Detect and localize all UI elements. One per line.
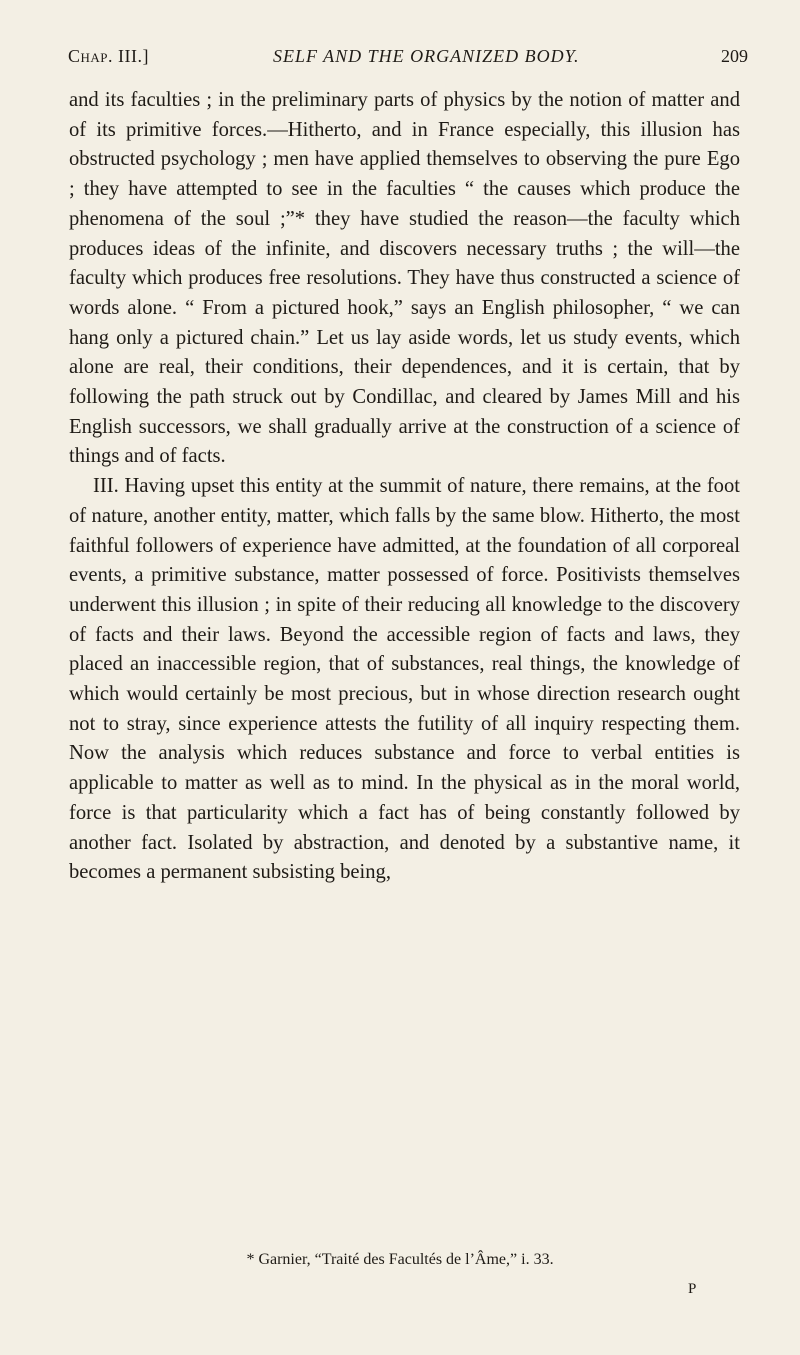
paragraph-section-iii: III. Having upset this entity at the summit of nature, there remains, at the foot of nature, another entity, matter, which falls by the same blow. Hitherto, the most faithful followers of experience have admitted, at the foundation of all corporeal events, a primitive substance, matter possessed of force. Positivists themselves underwent this illusion ; in spite of their reducing all knowledge to the discovery of facts and their laws. Beyond the accessible region of facts and laws, they placed an inaccessible region, that of substances, real things, the knowledge of which would certainly be most precious, but in whose direction research ought not to stray, since experience attests the futility of all inquiry respecting them. Now the analysis which reduces substance and force to verbal entities is applicable to matter as well as to mind. In the physical as in the moral world, force is that particularity which a fact has of being constantly followed by another fact. Isolated by abstraction, and denoted by a substantive name, it becomes a permanent subsisting being, [69,475,740,884]
body-text [69,86,740,888]
chapter-label: Chap. III.] [68,46,149,66]
paragraph-continued: and its faculties ; in the preliminary parts of physics by the notion of matter and of its primitive forces.—Hitherto, and in France especially, this illusion has obstructed psychology ; men have applied themselves to observing the pure Ego ; they have attempted to see in the faculties “ the causes which produce the phenomena of the soul ;”* they have studied the reason—the faculty which produces ideas of the infinite, and discovers necessary truths ; the will—the faculty which produces free resolutions. They have thus constructed a science of words alone. “ From a pictured hook,” says an English philosopher, “ we can hang only a pictured chain.” Let us lay aside words, let us study events, which alone are real, their conditions, their dependences, and it is certain, that by following the path struck out by Condillac, and cleared by James Mill and his English successors, we shall gradually arrive at the construction of a science of things and of facts. [69,89,740,468]
footnote: * Garnier, “Traité des Facultés de l’Âme,” i. 33. [246,1251,554,1268]
running-header [68,46,748,76]
page-number: 209 [721,46,748,66]
running-title: SELF AND THE ORGANIZED BODY. [273,46,580,66]
signature-mark: P [688,1281,697,1297]
